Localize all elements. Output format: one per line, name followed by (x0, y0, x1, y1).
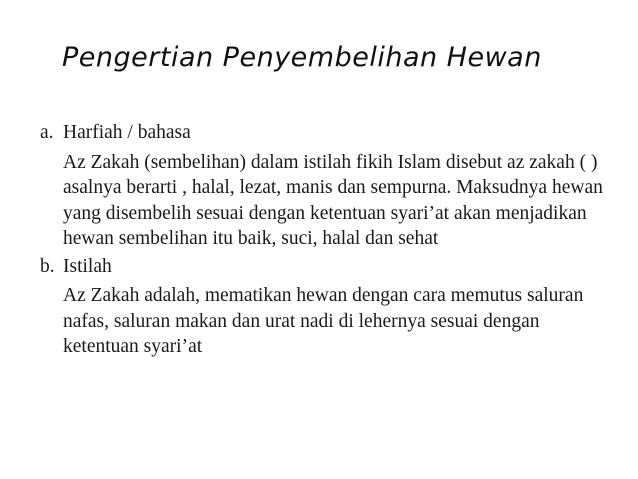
list-item-body: Az Zakah (sembelihan) dalam istilah fikih Islam disebut az zakah ( ) asalnya berarti , halal, lezat, manis dan sempurna. Maksudnya hewan yang disembelih sesuai dengan ketentuan syari’at akan menjadikan hewan sembelihan itu baik, suci, halal dan sehat (63, 151, 603, 249)
list-item-heading-row (40, 254, 610, 280)
list-item-heading-row (40, 120, 610, 146)
list-item-heading: Istilah (63, 255, 112, 277)
list-item-heading: Harfiah / bahasa (63, 122, 191, 143)
list-marker: a. (40, 122, 54, 143)
list-item-harfiah (40, 120, 610, 252)
slide-content (40, 120, 610, 362)
slide-title: Pengertian Penyembelihan Hewan (62, 42, 542, 73)
list-item-body: Az Zakah adalah, mematikan hewan dengan cara memutus saluran nafas, saluran makan dan urat nadi di lehernya sesuai dengan ketentuan syari’at (63, 285, 584, 357)
list-item-istilah (40, 254, 610, 360)
list-marker: b. (40, 255, 55, 277)
